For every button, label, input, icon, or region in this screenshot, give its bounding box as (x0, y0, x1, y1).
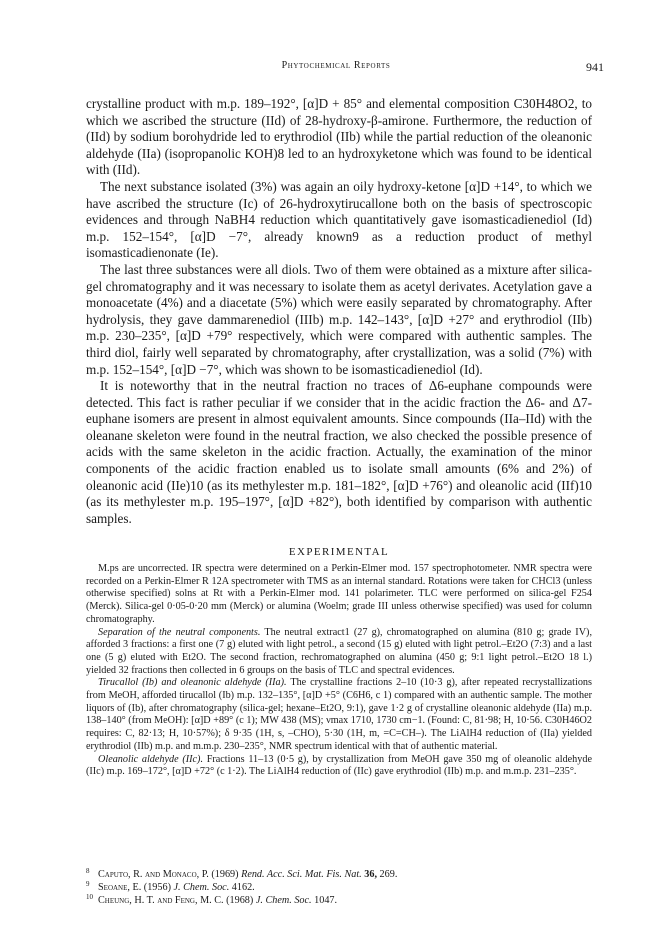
footnote-authors: Caputo, R. and Monaco, P. (98, 869, 209, 880)
subsection-heading: Oleanolic aldehyde (IIc). (98, 753, 203, 765)
running-title: Phytochemical Reports (281, 60, 391, 71)
footnote-volume: 36, (364, 869, 377, 880)
footnote-year: (1969) (211, 869, 239, 880)
footnote-year: (1956) (143, 882, 171, 894)
body-paragraph: crystalline product with m.p. 189–192°, [α]D + 85° and elemental composition C30H48O2, to which we ascribed the structure (IId) of 28-hydroxy-β-amirone. Furthermore, the reduction of (IId) by sodium borohydride led to erythrodiol (IIb) while the partial reduction of the oleanonic aldehyde (IIa) (isopropanolic KOH)8 led to an hydroxyketone which was found to be identical with (IId). (86, 96, 592, 178)
experimental-paragraph (86, 677, 592, 753)
footnote-authors: Seoane, E. (98, 882, 142, 894)
footnote: 10 Cheung, H. T. and Feng, M. C. (1968) J. Chem. Soc. 1047. (86, 893, 338, 907)
subsection-heading: Separation of the neutral components. (98, 626, 261, 638)
experimental-text: The crystalline fractions 2–10 (10·3 g), after repeated recrystallizations from MeOH, afforded tirucallol (Ib) m.p. 132–135°, [α]D +5° (C6H6, c 1) compared with an authentic sample. The mother liquors of (Ib), after chromatography (silica-gel; hexane–Et2O, 9:1), gave 1·2 g of crystalline oleanonic aldehyde (IIa) m.p. 138–140° (from MeOH): [α]D +89° (c 1); MW 438 (MS); νmax 1710, 1730 cm−1. (Found: C, 81·98; H, 10·56. C30H46O2 requires: C, 82·13; H, 10·57%); δ 9·35 (1H, s, –CHO), 5·30 (1H, m, =C=CH–). The LiAlH4 reduction of (IIa) yielded erythrodiol (IIb) m.p. and m.m.p. 230–235°, NMR spectrum identical with that of authentic material. (86, 677, 592, 752)
footnote-pages: 269. (379, 869, 398, 880)
footnote-pages: 4162. (231, 882, 255, 894)
subsection-heading: Tirucallol (Ib) and oleanonic aldehyde (IIa). (98, 677, 287, 689)
page-header (0, 60, 672, 76)
page-number: 941 (586, 60, 604, 74)
experimental-text: Fractions 11–13 (0·5 g), by crystallization from MeOH gave 350 mg of oleanolic aldehyde (IIc) m.p. 169–172°, [α]D +72° (c 1·2). The LiAlH4 reduction of (IIc) gave erythrodiol (IIb) m.p. and m.m.p. 231–235°. (86, 753, 592, 778)
footnote: 9 Seoane, E. (1956) J. Chem. Soc. 4162. (86, 879, 255, 894)
experimental-section (86, 563, 592, 779)
experimental-paragraph (86, 754, 592, 779)
footnote-year: (1968) (226, 895, 254, 907)
experimental-heading: EXPERIMENTAL (288, 546, 390, 558)
body-paragraph: The last three substances were all diols. Two of them were obtained as a mixture after silica-gel chromatography and it was necessary to isolate them as acetyl derivates. Acetylation gave a monoacetate (4%) and a diacetate (5%) which were easily separated by chromatography. After hydrolysis, they gave dammarenediol (IIIb) m.p. 142–143°, [α]D +27° and erythrodiol (IIb) m.p. 230–235°, [α]D +79° respectively, which were compared with authentic samples. The third diol, fairly well separated by chromatography, after crystallization, was a solid (7%) with m.p. 152–154°, [α]D −7°, which was shown to be isomasticadienediol (Id). (86, 261, 592, 377)
experimental-paragraph (86, 627, 592, 678)
body-paragraph: The next substance isolated (3%) was again an oily hydroxy-ketone [α]D +14°, to which we have ascribed the structure (Ic) of 26-hydroxytirucallone both on the basis of spectroscopic evidences and through NaBH4 reduction which quantitatively gave isomasticadienediol (Id) m.p. 152–154°, [α]D −7°, already known9 as a reduction product of methyl isomasticadienonate (Ie). (86, 178, 592, 261)
experimental-text: M.ps are uncorrected. IR spectra were determined on a Perkin-Elmer mod. 157 spectrophotometer. NMR spectra were recorded on a Perkin-Elmer R 12A spectrometer with TMS as an internal standard. Rotations were taken for CHCl3 (unless otherwise specified) solns at Rt with a Perkin-Elmer mod. 141 polarimeter. TLC were performed on silica-gel F254 (Merck). Silica-gel 0·05-0·20 mm (Merck) or alumina (Woelm; grade III unless otherwise specified) was used for column chromatography. (86, 563, 592, 625)
body-text (86, 96, 592, 527)
footnote-journal: J. Chem. Soc. (255, 895, 312, 907)
footnotes (86, 868, 592, 908)
experimental-text: The neutral extract1 (27 g), chromatographed on alumina (810 g; grade IV), afforded 3 fractions: a first one (7 g) eluted with light petrol., a second (15 g) eluted with light petrol.–Et2O (7:3) and a last one (5 g) eluted with Et2O. The second fraction, rechromatographed on alumina (450 g; 9:1 light petrol.–Et2O 18 l.) yielded 32 fractions then collected in 6 groups on the basis of TLC and spectral evidences. (86, 626, 592, 676)
experimental-paragraph (86, 563, 592, 627)
footnote-journal: Rend. Acc. Sci. Mat. Fis. Nat. (241, 869, 362, 880)
footnote-journal: J. Chem. Soc. (173, 882, 230, 894)
body-paragraph: It is noteworthy that in the neutral fraction no traces of Δ6-euphane compounds were detected. This fact is rather peculiar if we consider that in the acidic fraction the Δ6- and Δ7-euphane isomers are present in almost equivalent amounts. Since compounds (IIa–IId) with the oleanane skeleton were found in the neutral fraction, we also checked the possible presence of acids with the same skeleton in the acidic fraction. Actually, the examination of the minor components of the acidic fraction enabled us to isolate small amounts (6% and 2%) of oleanonic acid (IIe)10 (as its methylester m.p. 181–182°, [α]D +76°) and oleanolic acid (IIf)10 (as its methylester m.p. 195–197°, [α]D +82°), both identified by comparison with authentic samples. (86, 378, 592, 526)
footnote-authors: Cheung, H. T. and Feng, M. C. (98, 895, 224, 907)
footnote: 8 Caputo, R. and Monaco, P. (1969) Rend. Acc. Sci. Mat. Fis. Nat. 36, 269. (86, 866, 398, 880)
footnote-pages: 1047. (314, 895, 338, 907)
